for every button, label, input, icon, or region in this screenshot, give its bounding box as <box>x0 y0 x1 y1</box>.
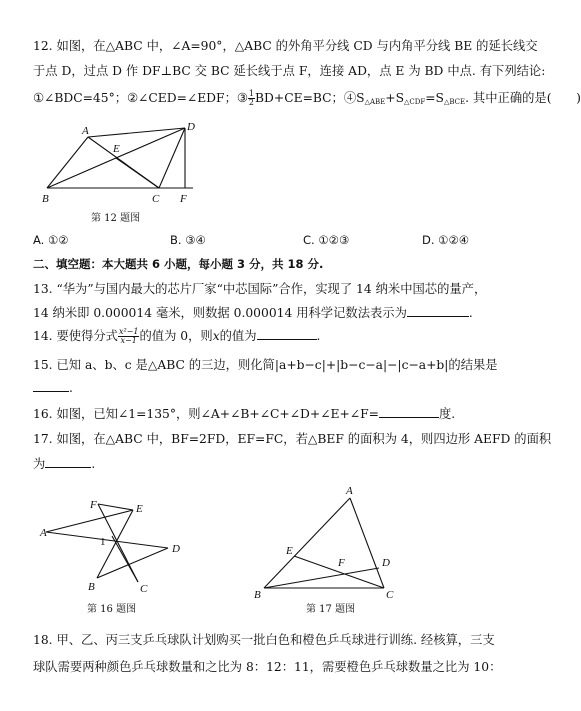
q12-option-c: C. ①②③ <box>303 233 350 247</box>
q14-frac-num: x²−1 <box>118 327 139 336</box>
q18-line-2: 球队需要两种颜色乒乓球数量和之比为 8：12：11，需要橙色乒乓球数量之比为 10： <box>33 660 502 674</box>
q15-answer-blank <box>33 380 69 392</box>
q12-sub-bce: △BCE <box>443 98 466 106</box>
q16-line <box>33 406 455 422</box>
q14-var: x <box>212 329 220 343</box>
fig16-label-d: D <box>172 543 180 555</box>
q17-period: . <box>91 457 96 471</box>
fig12-label-a: A <box>82 125 89 137</box>
q16-answer-blank <box>379 406 439 418</box>
fig12-line-ec <box>116 158 159 188</box>
q14-line <box>33 328 320 345</box>
fig17-label-e: E <box>286 545 293 557</box>
fig17-label-b: B <box>254 589 261 601</box>
figure-17 <box>250 484 400 602</box>
q12-line-3 <box>33 90 581 110</box>
q15-line-1: 15. 已知 a、b、c 是△ABC 的三边，则化简|a+b−c|+|b−c−a|−|c−a+b|的结果是 <box>33 358 498 372</box>
q15-period: . <box>69 381 73 395</box>
fig16-label-b: B <box>88 581 95 593</box>
fig16-label-a: A <box>40 527 47 539</box>
q14-pre: 14. 要使得分式 <box>33 329 118 343</box>
fig12-label-f: F <box>180 193 187 205</box>
q14-frac-den: x−1 <box>120 336 137 345</box>
fig16-label-e: E <box>136 503 143 515</box>
q12-fraction <box>248 90 255 107</box>
q13-answer-blank <box>407 305 469 317</box>
q12-option-a: A. ①② <box>33 233 69 247</box>
q12-conclusions-a: ①∠BDC=45°；②∠CED=∠EDF；③ <box>33 91 248 105</box>
fig16-label-f: F <box>90 499 97 511</box>
fig17-label-d: D <box>382 557 390 569</box>
q14-post: 的值为 <box>219 329 257 343</box>
q12-sub-abe: △ABE <box>364 98 386 106</box>
q12-conclusions-b: BD+CE=BC；④S <box>255 91 365 105</box>
fig17-label-a: A <box>346 485 353 497</box>
q12-frac-num: 1 <box>248 89 254 98</box>
q14-fraction <box>118 328 140 345</box>
fig12-label-b: B <box>42 193 49 205</box>
q17-pre: 为 <box>33 457 46 471</box>
q16-end: 度. <box>438 407 456 421</box>
q15-line-2 <box>33 380 73 396</box>
fig17-line-ac <box>350 498 384 588</box>
q14-mid: 的值为 0，则 <box>139 329 213 343</box>
q12-frac-den: 2 <box>248 98 254 107</box>
fig17-caption: 第 17 题图 <box>306 604 356 615</box>
fig17-line-bd <box>264 568 379 588</box>
q13-period: . <box>468 306 473 320</box>
fig17-label-c: C <box>386 589 394 601</box>
fig16-line-ae <box>46 510 133 532</box>
fig16-caption: 第 16 题图 <box>87 604 137 615</box>
q12-conclusions-d: =S <box>425 91 444 105</box>
section-2-heading: 二、填空题：本大题共 6 小题，每小题 3 分，共 18 分. <box>33 257 324 271</box>
fig17-line-ab <box>264 498 350 588</box>
q12-conclusions-c: +S <box>385 91 405 105</box>
q18-line-1: 18. 甲、乙、丙三支乒乓球队计划购买一批白色和橙色乒乓球进行训练. 经核算，三支 <box>33 633 495 647</box>
fig12-line-ba <box>47 137 88 188</box>
fig16-label-c: C <box>140 583 148 595</box>
q12-sub-cdf: △CDF <box>404 98 426 106</box>
q17-answer-blank <box>45 456 91 468</box>
q13-line-2 <box>33 305 473 321</box>
fig17-label-f: F <box>338 557 345 569</box>
q12-option-d: D. ①②④ <box>422 233 470 247</box>
q12-option-b: B. ③④ <box>170 233 206 247</box>
q12-line-1: 12. 如图，在△ABC 中，∠A=90°，△ABC 的外角平分线 CD 与内角平分线 BE 的延长线交 <box>33 39 538 53</box>
q16-text: 16. 如图，已知∠1=135°，则∠A+∠B+∠C+∠D+∠E+∠F= <box>33 407 379 421</box>
fig12-line-ad <box>88 128 185 137</box>
fig12-label-c: C <box>152 193 160 205</box>
fig16-line-ad <box>46 532 168 548</box>
fig16-line-bd <box>97 548 168 578</box>
figure-12 <box>40 118 200 210</box>
fig12-caption: 第 12 题图 <box>91 213 141 224</box>
q13-text: 14 纳米即 0.000014 毫米，则数据 0.000014 用科学记数法表示为 <box>33 306 407 320</box>
fig16-label-angle-1: 1 <box>100 536 106 548</box>
q13-line-1: 13. “华为”与国内最大的芯片厂家“中芯国际”合作，实现了 14 纳米中国芯的量产， <box>33 282 487 296</box>
figure-16 <box>38 498 198 600</box>
fig12-label-e: E <box>113 143 120 155</box>
fig12-line-cd <box>159 128 185 188</box>
q12-line-2: 于点 D，过点 D 作 DF⊥BC 交 BC 延长线于点 F，连接 AD，点 E 为 BD 中点. 有下列结论: <box>33 64 546 78</box>
q17-line-2 <box>33 456 95 472</box>
fig16-line-fe <box>98 504 133 510</box>
q14-period: . <box>316 329 321 343</box>
q17-line-1: 17. 如图，在△ABC 中，BF=2FD，EF=FC，若△BEF 的面积为 4，则四边形 AEFD 的面积 <box>33 432 552 446</box>
q12-conclusions-e: . 其中正确的是( ) <box>465 91 581 105</box>
q14-answer-blank <box>257 328 317 340</box>
fig12-label-d: D <box>187 121 195 133</box>
